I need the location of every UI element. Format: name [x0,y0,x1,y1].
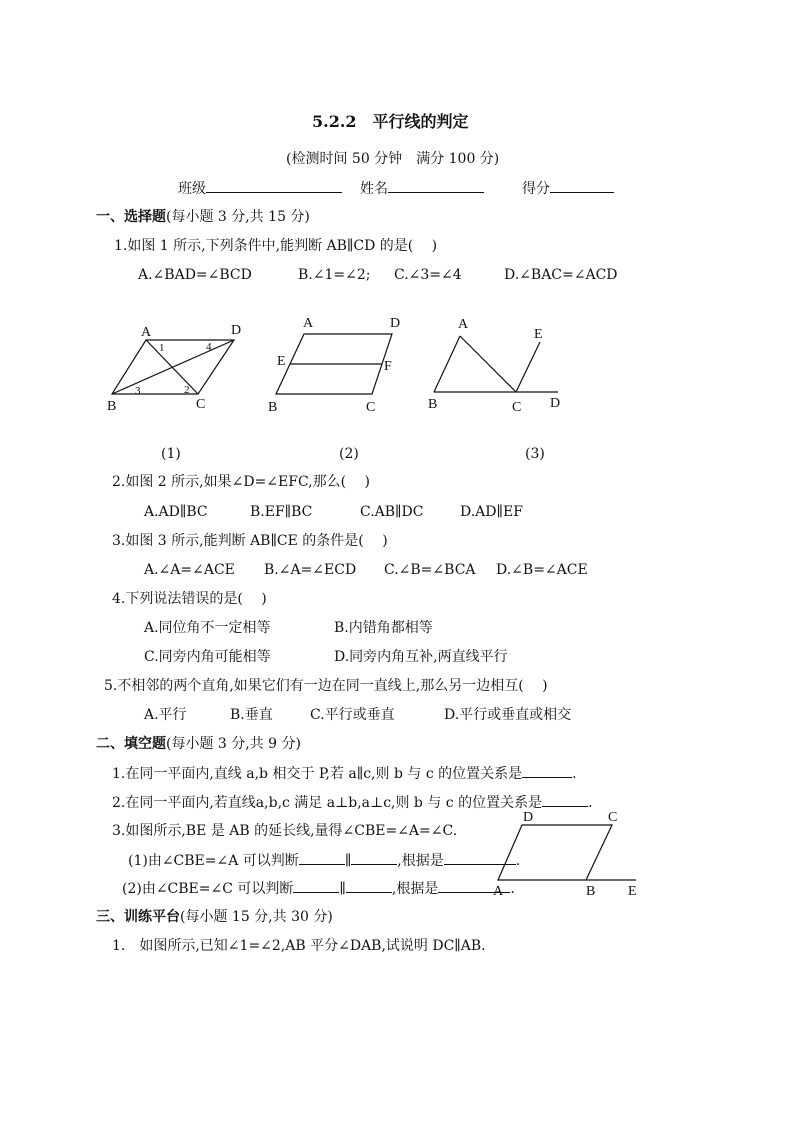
fig3-label-a: A [458,317,469,332]
s1-q3-option-a[interactable]: A.∠A=∠ACE [144,562,235,578]
s1-q1-option-d[interactable]: D.∠BAC=∠ACD [504,267,618,283]
fig1-label-d: D [231,323,242,338]
s1-q2-option-b[interactable]: B.EF∥BC [250,504,313,520]
fig1-angle-3: 3 [135,385,141,397]
fig3-caption: (3) [525,446,545,462]
s2-q2-end: . [588,795,593,811]
figure-1 [100,316,250,426]
s1-q4-stem: 4.下列说法错误的是( ) [112,591,267,607]
subtitle: (检测时间 50 分钟 满分 100 分) [286,151,500,167]
score-field [522,179,614,198]
class-field [178,179,342,198]
section3-heading: 三、训练平台 [96,909,180,925]
s1-q3-option-d[interactable]: D.∠B=∠ACE [496,562,588,578]
fig2-label-b: B [268,400,278,415]
fig3-label-b: B [428,397,438,412]
score-blank[interactable] [550,179,614,193]
s2-q3-sub2-parallel: ∥ [339,881,346,897]
name-field [360,179,484,198]
figure-4 [488,806,644,900]
fig3-label-e: E [534,327,543,342]
fig2-label-d: D [390,316,401,331]
fig4-label-e: E [628,884,637,899]
fig3-segment-ac [460,336,516,392]
fig1-angle-4: 4 [206,341,212,353]
s2-q3-sub2-end: . [510,881,515,897]
s2-q3-sub2-blank-2[interactable] [346,879,392,893]
s2-q1 [112,764,577,783]
s1-q2-option-d[interactable]: D.AD∥EF [460,504,523,520]
s2-q2-blank[interactable] [542,793,588,807]
fig2-label-c: C [366,400,376,415]
s1-q3-option-c[interactable]: C.∠B=∠BCA [384,562,476,578]
fig2-label-e: E [277,354,286,369]
fig2-label-a: A [303,316,314,331]
fig1-label-a: A [141,325,152,340]
s2-q3-sub2-mid: ,根据是 [391,881,439,897]
s1-q5-option-b[interactable]: B.垂直 [230,707,273,723]
s1-q1-stem: 1.如图 1 所示,下列条件中,能判断 AB∥CD 的是( ) [114,238,438,254]
fig1-angle-1: 1 [159,342,165,354]
section3-heading-line [96,908,333,926]
fig4-label-b: B [586,884,596,899]
figure-2 [268,312,408,424]
section3-note: (每小题 15 分,共 30 分) [180,909,333,925]
s1-q1-option-a[interactable]: A.∠BAD=∠BCD [138,267,252,283]
s1-q5-option-c[interactable]: C.平行或垂直 [310,707,395,723]
fig1-label-b: B [107,399,117,414]
section2-heading: 二、填空题 [96,736,166,752]
score-label: 得分 [522,181,550,197]
s1-q5-option-a[interactable]: A.平行 [144,707,187,723]
fig1-caption: (1) [161,446,181,462]
fig3-label-d: D [550,396,561,411]
s1-q4-option-d[interactable]: D.同旁内角互补,两直线平行 [334,649,508,665]
page-title: 5.2.2 平行线的判定 [312,112,469,131]
s2-q3-sub2 [122,879,515,898]
section1-heading: 一、选择题 [96,209,166,225]
s2-q1-text: 1.在同一平面内,直线 a,b 相交于 P,若 a∥c,则 b 与 c 的位置关系是 [112,766,523,782]
fig1-angle-2: 2 [184,384,190,396]
fig2-label-f: F [384,359,392,374]
s1-q3-option-b[interactable]: B.∠A=∠ECD [264,562,357,578]
s2-q3-sub1-end: . [515,853,521,869]
s1-q4-option-c[interactable]: C.同旁内角可能相等 [144,649,271,665]
s2-q3-sub2-text: (2)由∠CBE=∠C 可以判断 [122,881,294,897]
s1-q4-option-a[interactable]: A.同位角不一定相等 [144,620,271,636]
s2-q1-end: . [572,766,577,782]
s2-q1-blank[interactable] [522,764,572,778]
s1-q2-option-c[interactable]: C.AB∥DC [360,504,424,520]
fig3-segment-ab [434,336,460,392]
section2-heading-line [96,735,301,753]
s2-q3-text: 3.如图所示,BE 是 AB 的延长线,量得∠CBE=∠A=∠C. [112,823,458,839]
s3-q1: 1. 如图所示,已知∠1=∠2,AB 平分∠DAB,试说明 DC∥AB. [112,938,486,954]
s1-q4-option-b[interactable]: B.内错角都相等 [334,620,433,636]
s1-q2-stem: 2.如图 2 所示,如果∠D=∠EFC,那么( ) [112,474,371,490]
name-blank[interactable] [388,179,484,193]
s2-q3-sub1-blank-2[interactable] [351,851,397,865]
s2-q3-sub1-blank-1[interactable] [299,851,345,865]
fig3-label-c: C [512,400,522,415]
fig4-label-c: C [608,810,618,825]
s2-q3-sub2-blank-1[interactable] [293,879,339,893]
fig2-caption: (2) [339,446,359,462]
name-label: 姓名 [360,181,388,197]
s1-q3-stem: 3.如图 3 所示,能判断 AB∥CE 的条件是( ) [112,533,388,549]
section2-note: (每小题 3 分,共 9 分) [166,736,301,752]
s2-q3-sub1 [128,851,520,870]
fig4-label-d: D [523,810,534,825]
fig3-ray-ce [516,342,540,392]
s1-q5-option-d[interactable]: D.平行或垂直或相交 [444,707,572,723]
section1-note: (每小题 3 分,共 15 分) [166,209,310,225]
fig1-label-c: C [196,397,206,412]
section1-heading-line [96,208,310,226]
s1-q1-option-b[interactable]: B.∠1=∠2; [298,267,371,283]
fig4-label-a: A [493,884,504,899]
figure-3 [426,314,576,420]
fig4-quadrilateral [498,825,612,880]
s1-q5-stem: 5.不相邻的两个直角,如果它们有一边在同一直线上,那么另一边相互( ) [104,678,548,694]
s2-q3-sub1-parallel: ∥ [344,853,352,869]
s2-q3-sub1-text: (1)由∠CBE=∠A 可以判断 [128,853,299,869]
class-blank[interactable] [206,179,342,193]
class-label: 班级 [178,181,206,197]
s2-q3-sub1-mid: ,根据是 [397,853,444,869]
s1-q2-option-a[interactable]: A.AD∥BC [144,504,208,520]
s2-q2-text: 2.在同一平面内,若直线a,b,c 满足 a⊥b,a⊥c,则 b 与 c 的位置关系是 [112,795,543,811]
s1-q1-option-c[interactable]: C.∠3=∠4 [394,267,462,283]
